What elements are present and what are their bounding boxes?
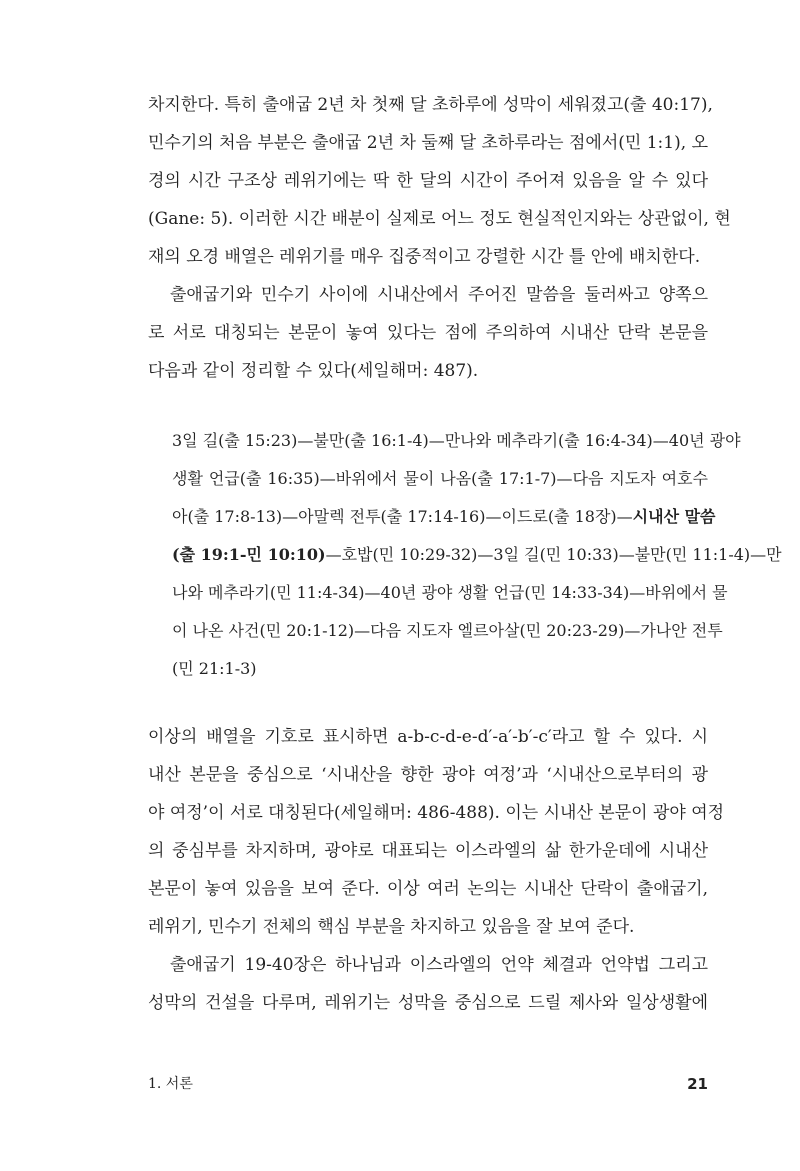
quote-line: 생활 언급(출 16:35)—바위에서 물이 나옴(출 17:1-7)—다음 지도자 여호수 (172, 469, 708, 488)
text-line: 로 서로 대칭되는 본문이 놓여 있다는 점에 주의하여 시내산 단락 본문을 (148, 323, 708, 343)
footer-chapter: 1. 서론 (148, 1076, 193, 1092)
quote-line: 이 나온 사건(민 20:1-12)—다음 지도자 엘르아살(민 20:23-29)—가나안 전투 (172, 621, 723, 640)
text-line: 출애굽기와 민수기 사이에 시내산에서 주어진 말씀을 둘러싸고 양쪽으 (170, 285, 708, 305)
text-line: 경의 시간 구조상 레위기에는 딱 한 달의 시간이 주어져 있음을 알 수 있다 (148, 171, 708, 191)
paragraph-4 (148, 946, 708, 1022)
emphasis-text: 시내산 말씀 (632, 507, 716, 526)
text-line: 내산 본문을 중심으로 ‘시내산을 향한 광야 여정’과 ‘시내산으로부터의 광 (148, 765, 708, 785)
quote-line (172, 498, 716, 536)
text-line: 다음과 같이 정리할 수 있다(세일해머: 487). (148, 361, 479, 381)
emphasis-text: (출 19:1-민 10:10) (172, 545, 326, 564)
text-line: 의 중심부를 차지하며, 광야로 대표되는 이스라엘의 삶 한가운데에 시내산 (148, 841, 708, 861)
quote-line: (민 21:1-3) (172, 659, 257, 678)
text-line: 본문이 놓여 있음을 보여 준다. 이상 여러 논의는 시내산 단락이 출애굽기, (148, 879, 708, 899)
quote-text: —호밥(민 10:29-32)—3일 길(민 10:33)—불만(민 11:1-4)—만 (325, 545, 782, 564)
text-line: 레위기, 민수기 전체의 핵심 부분을 차지하고 있음을 잘 보여 준다. (148, 917, 635, 937)
paragraph-2 (148, 276, 708, 390)
quote-line: 3일 길(출 15:23)—불만(출 16:1-4)—만나와 메추라기(출 16:4-34)—40년 광야 (172, 431, 741, 450)
paragraph-3 (148, 718, 725, 946)
text-line: (Gane: 5). 이러한 시간 배분이 실제로 어느 정도 현실적인지와는 상관없이, 현 (148, 209, 731, 229)
quote-line (172, 536, 782, 574)
quote-line: 나와 메추라기(민 11:4-34)—40년 광야 생활 언급(민 14:33-34)—바위에서 물 (172, 583, 728, 602)
quote-text: 아(출 17:8-13)—아말렉 전투(출 17:14-16)—이드로(출 18장)— (172, 507, 633, 526)
text-line: 야 여정’이 서로 대칭된다(세일해머: 486-488). 이는 시내산 본문이 광야 여정 (148, 803, 725, 823)
text-line: 성막의 건설을 다루며, 레위기는 성막을 중심으로 드릴 제사와 일상생활에 (148, 993, 708, 1013)
text-line: 출애굽기 19-40장은 하나님과 이스라엘의 언약 체결과 언약법 그리고 (170, 955, 708, 975)
text-line: 민수기의 처음 부분은 출애굽 2년 차 둘째 달 초하루라는 점에서(민 1:1), 오 (148, 133, 708, 153)
text-line: 차지한다. 특히 출애굽 2년 차 첫째 달 초하루에 성막이 세워졌고(출 40:17), (148, 95, 713, 115)
paragraph-1 (148, 86, 731, 276)
text-line: 재의 오경 배열은 레위기를 매우 집중적이고 강렬한 시간 틀 안에 배치한다. (148, 247, 701, 267)
block-quote (172, 422, 782, 688)
page-number: 21 (687, 1075, 708, 1093)
text-line: 이상의 배열을 기호로 표시하면 a-b-c-d-e-d′-a′-b′-c′라고 할 수 있다. 시 (148, 727, 708, 747)
